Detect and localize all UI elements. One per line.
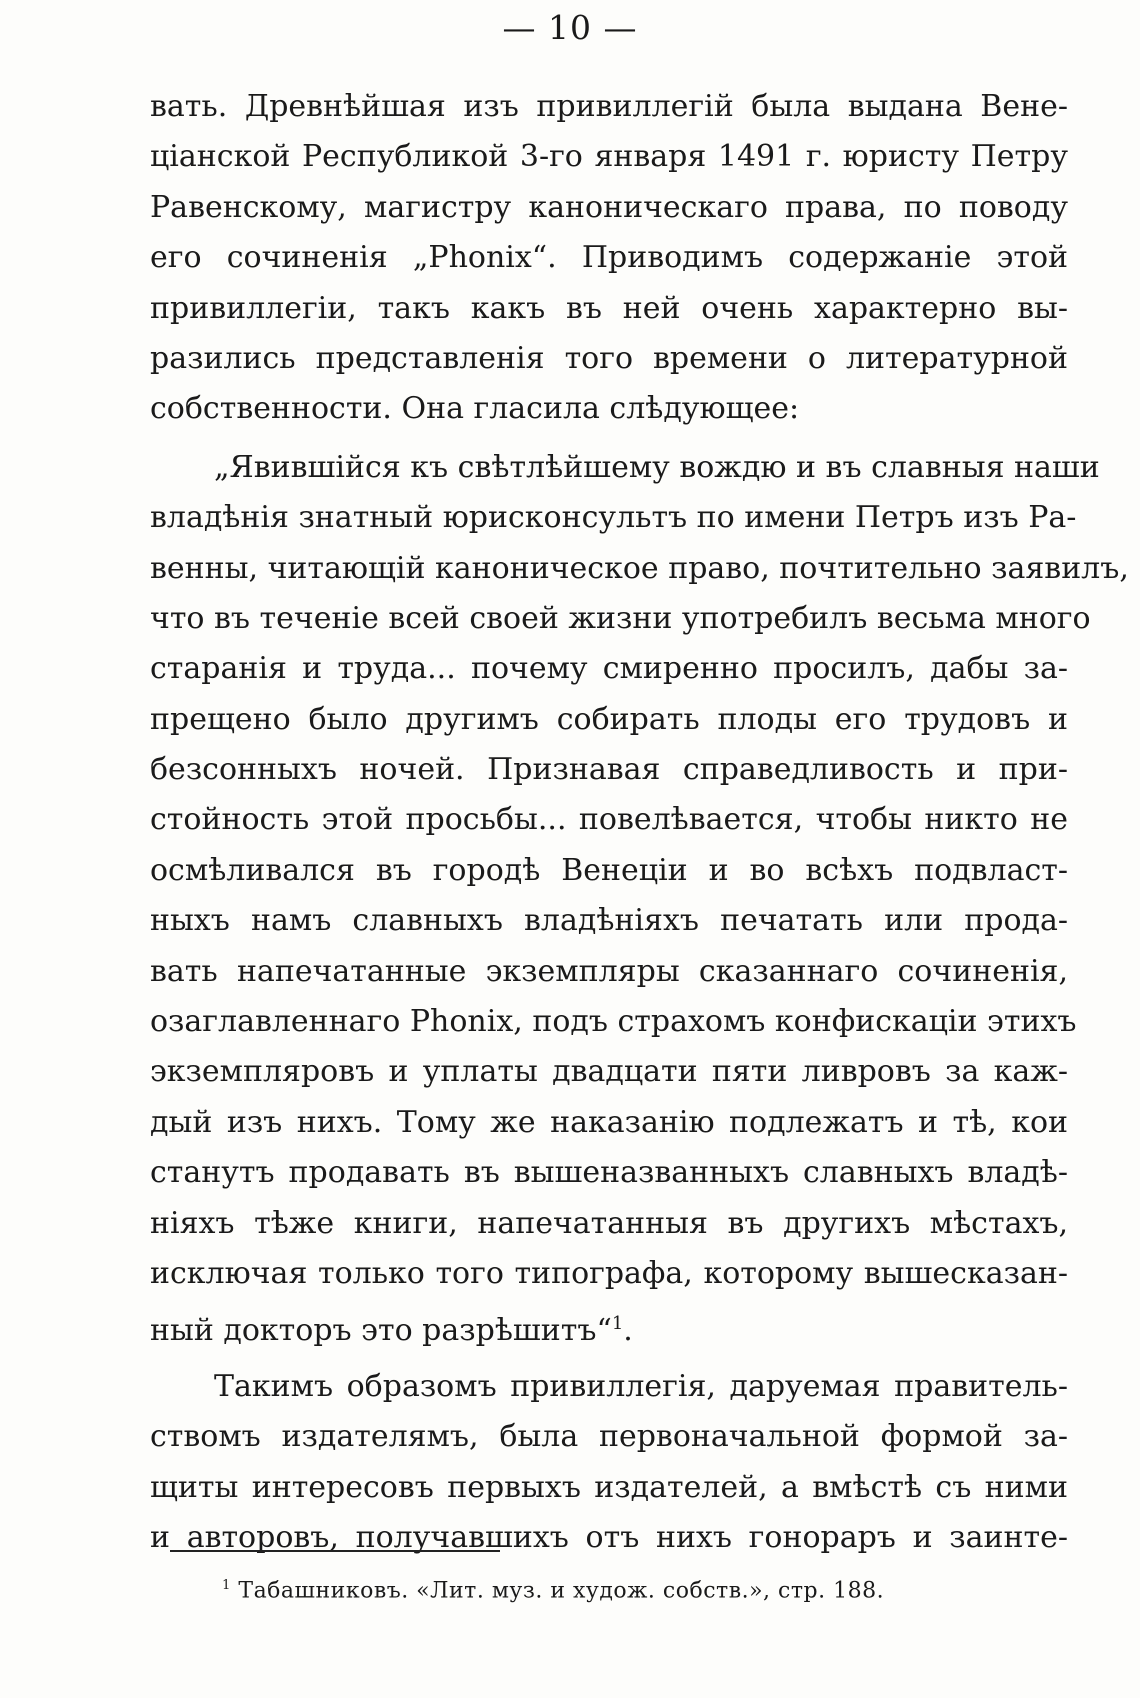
- text-line: ствомъ издателямъ, была первоначальной формой за-: [150, 1419, 1068, 1455]
- text-line: щиты интересовъ первыхъ издателей, а вмѣстѣ съ ними: [150, 1469, 1068, 1505]
- text-line: исключая только того типографа, которому вышесказан-: [150, 1255, 1068, 1291]
- text-line: привиллегіи, такъ какъ въ ней очень характерно вы-: [150, 290, 1068, 326]
- text-line-content: ный докторъ это разрѣшитъ“: [150, 1313, 612, 1349]
- paragraph-intro: [150, 82, 1068, 435]
- footnote: [222, 1578, 884, 1603]
- footnote-reference: 1: [611, 1313, 624, 1335]
- text-line: разились представленія того времени о литературной: [150, 340, 1068, 376]
- text-line: стойность этой просьбы... повелѣвается, чтобы никто не: [150, 802, 1068, 838]
- text-line: его сочиненія „Phonix“. Приводимъ содержаніе этой: [150, 240, 1068, 276]
- text-line: ніяхъ тѣже книги, напечатанныя въ другихъ мѣстахъ,: [150, 1205, 1068, 1241]
- text-line: старанія и труда... почему смиренно просилъ, дабы за-: [150, 651, 1068, 687]
- text-line: станутъ продавать въ вышеназванныхъ славныхъ владѣ-: [150, 1155, 1068, 1191]
- text-line: владѣнія знатный юрисконсультъ по имени Петръ изъ Ра-: [150, 500, 1077, 536]
- text-line: вать. Древнѣйшая изъ привиллегій была выдана Вене-: [150, 89, 1068, 124]
- text-line: Такимъ образомъ привиллегія, даруемая правитель-: [214, 1368, 1068, 1404]
- text-line: безсонныхъ ночей. Признавая справедливость и при-: [150, 752, 1068, 788]
- paragraph-conclusion: [150, 1362, 1068, 1564]
- text-line: „Явившійся къ свѣтлѣйшему вождю и въ славныя наши: [214, 449, 1100, 485]
- text-line: прещено было другимъ собирать плоды его трудовъ и: [150, 701, 1068, 737]
- paragraph-quote: [150, 443, 1129, 1350]
- text-line: ціанской Республикой 3-го января 1491 г. юристу Петру: [150, 139, 1068, 175]
- page-number: — 10 —: [502, 8, 638, 47]
- text-line: собственности. Она гласила слѣдующее:: [150, 391, 800, 427]
- text-line: озаглавленнаго Phonix, подъ страхомъ конфискаціи этихъ: [150, 1004, 1077, 1040]
- text-line: и авторовъ, получавшихъ отъ нихъ гонораръ и заинте-: [150, 1519, 1068, 1555]
- text-line: экземпляровъ и уплаты двадцати пяти ливровъ за каж-: [150, 1054, 1068, 1090]
- text-line: дый изъ нихъ. Тому же наказанію подлежатъ и тѣ, кои: [150, 1104, 1068, 1140]
- footnote-divider: [170, 1550, 500, 1552]
- sentence-end: .: [623, 1313, 633, 1349]
- text-line: осмѣливался въ городѣ Венеціи и во всѣхъ подвласт-: [150, 852, 1068, 888]
- footnote-mark: 1: [222, 1578, 231, 1593]
- text-line-with-footnote: [150, 1299, 1068, 1349]
- footnote-text: Табашниковъ. «Лит. муз. и худож. собств.», стр. 188.: [238, 1578, 885, 1604]
- text-line: Равенскому, магистру каноническаго права, по поводу: [150, 189, 1068, 225]
- main-text: [150, 82, 1129, 1563]
- text-line: вать напечатанные экземпляры сказаннаго сочиненія,: [150, 953, 1068, 989]
- text-line: венны, читающій каноническое право, почтительно заявилъ,: [150, 550, 1129, 586]
- text-line: что въ теченіе всей своей жизни употребилъ весьма много: [150, 600, 1091, 636]
- text-line: ныхъ намъ славныхъ владѣніяхъ печатать или прода-: [150, 903, 1068, 939]
